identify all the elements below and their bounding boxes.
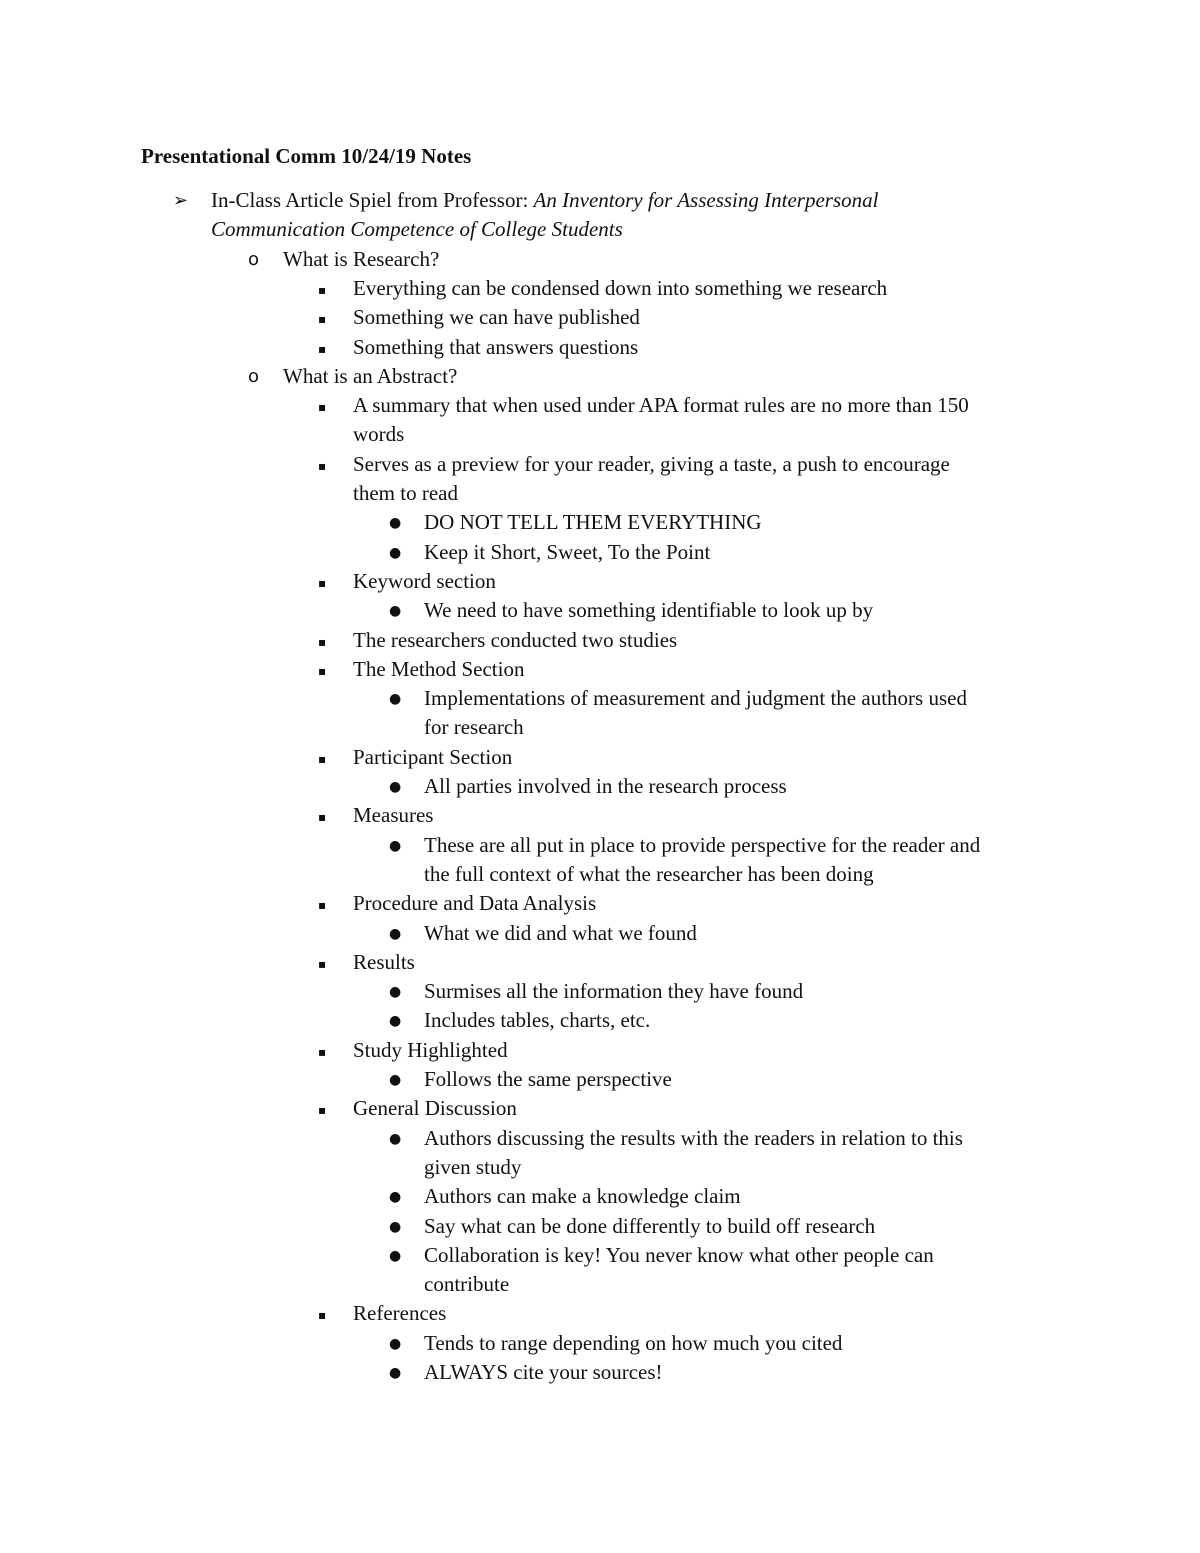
square-bullet-icon: ▪	[318, 312, 327, 327]
line-text: In-Class Article Spiel from Professor:	[211, 188, 534, 212]
outline-line	[353, 948, 415, 977]
outline-line	[353, 743, 512, 772]
dot-bullet-icon: ●	[389, 779, 402, 795]
dot-bullet-icon: ●	[389, 1189, 402, 1206]
line-text: them to read	[353, 481, 458, 505]
outline-line	[283, 362, 457, 391]
line-text: General Discussion	[353, 1096, 517, 1121]
outline-line	[424, 1329, 842, 1358]
dot-bullet-icon: ●	[389, 837, 402, 854]
line-text: Follows the same perspective	[424, 1067, 672, 1091]
outline-line	[424, 860, 874, 889]
dot-bullet-icon: ●	[389, 691, 402, 708]
square-bullet-icon: ▪	[318, 634, 327, 649]
outline-line	[353, 889, 596, 918]
line-text: Serves as a preview for your reader, giving a taste, a push to encourage	[353, 451, 950, 476]
line-text: Collaboration is key! You never know what other people can	[424, 1242, 934, 1267]
outline-line	[424, 831, 980, 860]
square-bullet-icon: ▪	[318, 1103, 327, 1118]
line-text: Say what can be done differently to build off research	[424, 1213, 876, 1238]
outline-line	[353, 655, 524, 684]
outline-line	[353, 1036, 508, 1065]
line-text: Tends to range depending on how much you cited	[424, 1330, 843, 1355]
line-text: A summary that when used under APA format rules are no more than 150	[353, 393, 969, 418]
dot-bullet-icon: ●	[389, 1130, 402, 1147]
outline-line	[353, 274, 887, 303]
outline-line	[424, 919, 697, 948]
line-text: What we did and what we found	[424, 920, 697, 945]
line-text: Results	[353, 949, 415, 974]
line-text: Procedure and Data Analysis	[353, 891, 597, 916]
outline-line	[424, 1006, 650, 1035]
outline-line	[424, 1182, 741, 1211]
square-bullet-icon: ▪	[318, 810, 327, 825]
square-bullet-icon: ▪	[318, 341, 327, 356]
line-text: The Method Section	[353, 656, 525, 681]
line-text: words	[353, 422, 405, 447]
circle-bullet-icon: o	[248, 248, 260, 270]
outline-line	[424, 772, 787, 801]
article-title-text: Communication Competence of College Students	[211, 217, 623, 242]
line-text: Something we can have published	[353, 305, 640, 330]
square-bullet-icon: ▪	[318, 663, 327, 678]
line-text: The researchers conducted two studies	[353, 627, 678, 652]
outline-line	[353, 1299, 446, 1328]
outline-line	[353, 626, 677, 655]
outline-line	[211, 215, 623, 244]
arrow-bullet-icon: ➢	[173, 190, 189, 211]
dot-bullet-icon: ●	[389, 544, 402, 561]
square-bullet-icon: ▪	[318, 1044, 327, 1059]
dot-bullet-icon: ●	[389, 1335, 402, 1352]
outline-line	[424, 1065, 672, 1094]
square-bullet-icon: ▪	[318, 400, 327, 415]
line-text: Participant Section	[353, 744, 513, 769]
line-text: Authors discussing the results with the readers in relation to this	[424, 1125, 963, 1150]
outline-line	[424, 1270, 509, 1299]
outline-line	[353, 303, 640, 332]
line-text: These are all put in place to provide perspective for the reader and	[424, 832, 981, 857]
line-text: All parties involved in the research process	[424, 774, 787, 798]
line-text: Implementations of measurement and judgment the authors used	[424, 686, 967, 711]
dot-bullet-icon: ●	[389, 1013, 402, 1030]
square-bullet-icon: ▪	[318, 751, 327, 766]
line-text: DO NOT TELL THEM EVERYTHING	[424, 510, 762, 535]
square-bullet-icon: ▪	[318, 575, 327, 590]
outline-line	[424, 1124, 963, 1153]
line-text: contribute	[424, 1272, 510, 1297]
line-text: What is an Abstract?	[283, 363, 458, 388]
dot-bullet-icon: ●	[389, 603, 402, 620]
dot-bullet-icon: ●	[389, 515, 402, 532]
outline-line	[211, 186, 878, 215]
square-bullet-icon: ▪	[318, 898, 327, 913]
dot-bullet-icon: ●	[389, 1218, 402, 1235]
outline-line	[283, 245, 439, 274]
outline-line	[424, 1241, 934, 1270]
circle-bullet-icon: o	[248, 365, 260, 387]
outline-line	[424, 1153, 521, 1182]
line-text: Measures	[353, 803, 434, 828]
outline-line	[353, 1094, 517, 1123]
outline-line	[353, 801, 433, 830]
outline-line	[424, 713, 524, 742]
line-text: We need to have something identifiable to look up by	[424, 598, 874, 623]
article-title-text: An Inventory for Assessing Interpersonal	[533, 188, 879, 212]
outline-line	[424, 538, 710, 567]
line-text: ALWAYS cite your sources!	[424, 1360, 663, 1384]
line-text: Authors can make a knowledge claim	[424, 1184, 741, 1209]
outline-line	[424, 684, 967, 713]
outline-line	[353, 420, 404, 449]
line-text: Something that answers questions	[353, 334, 639, 359]
dot-bullet-icon: ●	[389, 1365, 402, 1381]
page-title: Presentational Comm 10/24/19 Notes	[141, 144, 472, 168]
line-text: for research	[424, 715, 524, 740]
dot-bullet-icon: ●	[389, 1247, 402, 1264]
outline-line	[424, 1212, 875, 1241]
line-text: Includes tables, charts, etc.	[424, 1008, 651, 1033]
outline-line	[353, 479, 458, 508]
square-bullet-icon: ▪	[318, 282, 327, 297]
outline-line	[353, 391, 969, 420]
outline-line	[353, 333, 638, 362]
line-text: Keyword section	[353, 568, 496, 593]
dot-bullet-icon: ●	[389, 925, 402, 942]
square-bullet-icon: ▪	[318, 458, 327, 473]
line-text: given study	[424, 1154, 522, 1179]
outline-line	[424, 596, 873, 625]
outline-line	[424, 1358, 663, 1387]
square-bullet-icon: ▪	[318, 956, 327, 971]
outline-line	[353, 567, 496, 596]
line-text: What is Research?	[283, 246, 440, 271]
line-text: Surmises all the information they have found	[424, 979, 804, 1004]
line-text: the full context of what the researcher has been doing	[424, 861, 874, 886]
dot-bullet-icon: ●	[389, 984, 402, 1001]
line-text: Study Highlighted	[353, 1037, 508, 1062]
dot-bullet-icon: ●	[389, 1072, 402, 1088]
square-bullet-icon: ▪	[318, 1308, 327, 1323]
outline-line	[353, 450, 950, 479]
line-text: Keep it Short, Sweet, To the Point	[424, 539, 711, 564]
line-text: References	[353, 1301, 447, 1326]
outline-line	[424, 508, 762, 537]
line-text: Everything can be condensed down into something we research	[353, 275, 888, 300]
outline-line	[424, 977, 803, 1006]
